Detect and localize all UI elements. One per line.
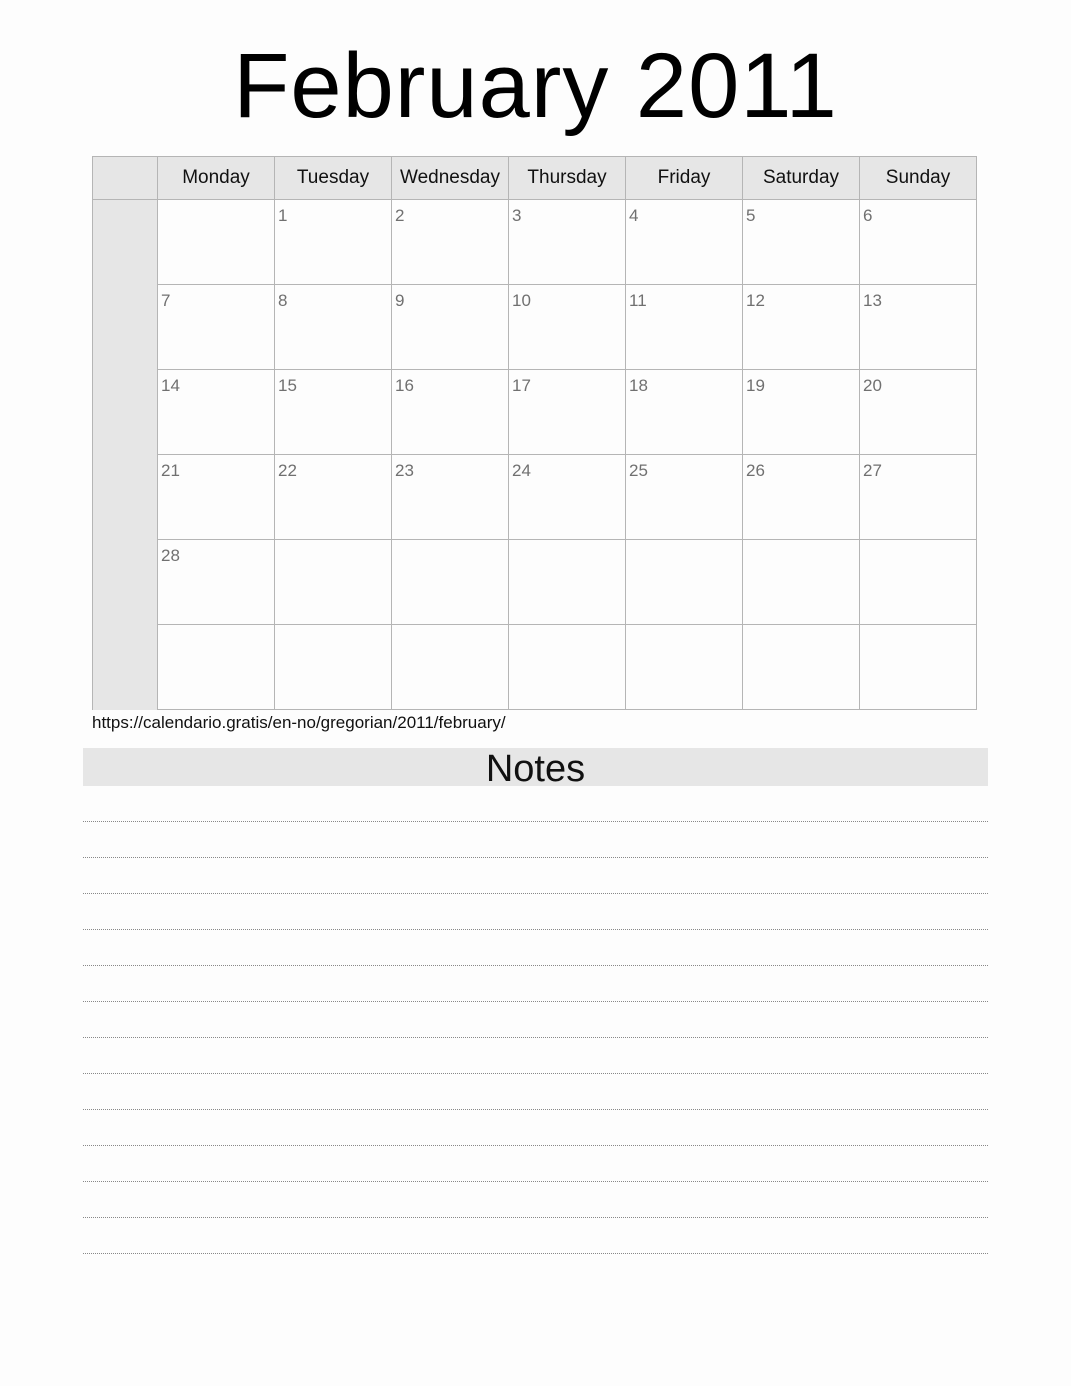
day-number: [509, 540, 625, 546]
day-cell: [275, 455, 392, 540]
notes-line: [83, 1110, 988, 1146]
day-cell: [392, 285, 509, 370]
day-number: 9: [395, 291, 405, 310]
day-number: [509, 625, 625, 631]
day-cell: [626, 455, 743, 540]
notes-line: [83, 966, 988, 1002]
notes-heading: Notes: [83, 748, 988, 786]
notes-line: [83, 1074, 988, 1110]
notes-line: [83, 1182, 988, 1218]
day-cell: [392, 625, 509, 710]
week-row: [93, 370, 977, 455]
week-number-cell: [93, 455, 158, 540]
day-cell: [275, 625, 392, 710]
day-number: [158, 625, 274, 631]
notes-line: [83, 786, 988, 822]
day-cell: [509, 540, 626, 625]
notes-line: [83, 1038, 988, 1074]
day-number: 27: [863, 461, 882, 480]
day-number: 7: [161, 291, 171, 310]
day-number: 17: [512, 376, 531, 395]
page-title: February 2011: [233, 35, 838, 137]
day-cell: [509, 370, 626, 455]
day-number: 19: [746, 376, 765, 395]
day-cell: [158, 285, 275, 370]
day-number: [158, 200, 274, 206]
day-number: 25: [629, 461, 648, 480]
week-row: [93, 540, 977, 625]
week-number-header: [93, 157, 158, 200]
notes-line: [83, 1218, 988, 1254]
day-number: 15: [278, 376, 297, 395]
week-row: [93, 455, 977, 540]
weekday-header: Monday: [158, 157, 275, 200]
day-number: [275, 625, 391, 631]
calendar-grid: [92, 156, 977, 710]
day-cell: [509, 625, 626, 710]
week-number-cell: [93, 285, 158, 370]
day-cell: [626, 540, 743, 625]
day-cell: [275, 285, 392, 370]
notes-line: [83, 822, 988, 858]
day-cell: [860, 285, 977, 370]
day-number: [392, 625, 508, 631]
week-number-cell: [93, 540, 158, 625]
weekday-header: Saturday: [743, 157, 860, 200]
week-row: [93, 625, 977, 710]
day-number: 13: [863, 291, 882, 310]
day-cell: [158, 625, 275, 710]
day-number: 5: [746, 206, 756, 225]
day-cell: [392, 370, 509, 455]
day-number: 20: [863, 376, 882, 395]
day-cell: [509, 200, 626, 285]
day-number: [743, 540, 859, 546]
day-cell: [860, 200, 977, 285]
day-cell: [743, 540, 860, 625]
weekday-header: Thursday: [509, 157, 626, 200]
day-cell: [860, 455, 977, 540]
weekday-header-row: [93, 157, 977, 200]
day-cell: [275, 200, 392, 285]
day-number: 24: [512, 461, 531, 480]
day-cell: [626, 285, 743, 370]
day-cell: [626, 370, 743, 455]
day-number: 8: [278, 291, 288, 310]
day-cell: [509, 285, 626, 370]
weekday-header: Friday: [626, 157, 743, 200]
day-number: 11: [629, 291, 647, 310]
day-cell: [626, 625, 743, 710]
day-cell: [158, 540, 275, 625]
day-number: [860, 540, 976, 546]
day-number: 16: [395, 376, 414, 395]
weekday-header: Tuesday: [275, 157, 392, 200]
day-cell: [509, 455, 626, 540]
week-number-cell: [93, 625, 158, 710]
day-cell: [860, 625, 977, 710]
day-number: [626, 625, 742, 631]
week-number-cell: [93, 370, 158, 455]
notes-line: [83, 894, 988, 930]
notes-line: [83, 858, 988, 894]
day-number: 18: [629, 376, 648, 395]
day-number: 6: [863, 206, 873, 225]
day-cell: [158, 455, 275, 540]
day-number: [860, 625, 976, 631]
day-cell: [743, 200, 860, 285]
weekday-header: Wednesday: [392, 157, 509, 200]
day-number: 12: [746, 291, 765, 310]
day-number: [275, 540, 391, 546]
day-cell: [743, 455, 860, 540]
day-cell: [158, 200, 275, 285]
day-number: 2: [395, 206, 405, 225]
week-row: [93, 200, 977, 285]
day-number: 14: [161, 376, 180, 395]
day-number: [743, 625, 859, 631]
day-number: [392, 540, 508, 546]
notes-line: [83, 1002, 988, 1038]
day-number: 4: [629, 206, 639, 225]
day-cell: [743, 285, 860, 370]
day-cell: [860, 370, 977, 455]
day-number: 22: [278, 461, 297, 480]
week-number-cell: [93, 200, 158, 285]
day-cell: [275, 540, 392, 625]
notes-line: [83, 930, 988, 966]
day-cell: [743, 625, 860, 710]
notes-line: [83, 1146, 988, 1182]
day-number: 28: [161, 546, 180, 565]
day-cell: [158, 370, 275, 455]
day-cell: [743, 370, 860, 455]
source-url: https://calendario.gratis/en-no/gregorian/2011/february/: [92, 713, 506, 732]
notes-lines: [83, 786, 988, 1254]
day-cell: [860, 540, 977, 625]
weekday-header: Sunday: [860, 157, 977, 200]
day-number: 26: [746, 461, 765, 480]
day-cell: [392, 200, 509, 285]
week-row: [93, 285, 977, 370]
day-number: 1: [278, 206, 288, 225]
day-number: 21: [161, 461, 180, 480]
day-cell: [392, 540, 509, 625]
day-number: 3: [512, 206, 522, 225]
day-number: 23: [395, 461, 414, 480]
day-cell: [626, 200, 743, 285]
day-cell: [275, 370, 392, 455]
day-cell: [392, 455, 509, 540]
day-number: [626, 540, 742, 546]
day-number: 10: [512, 291, 531, 310]
